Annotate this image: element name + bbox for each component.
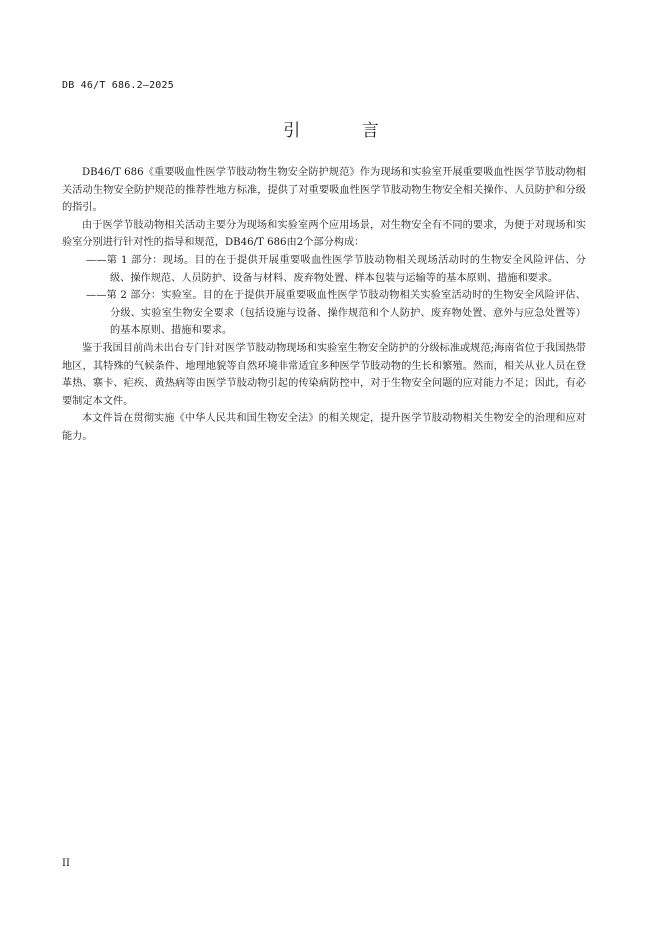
paragraph-purpose: 本文件旨在贯彻实施《中华人民共和国生物安全法》的相关规定，提升医学节肢动物相关生物安全的治理和应对能力。 — [62, 413, 586, 442]
paragraph-structure: 由于医学节肢动物相关活动主要分为现场和实验室两个应用场景，对生物安全有不同的要求，为便于对现场和实验室分别进行针对性的指导和规范，DB46/T 686由2个部分构成： — [62, 219, 586, 249]
document-number: DB 46/T 686.2—2025 — [62, 80, 174, 91]
paragraph-intro: DB46/T 686《重要吸血性医学节肢动物生物安全防护规范》作为现场和实验室开展重要吸血性医学节肢动物相关活动生物安全防护规范的推荐性地方标准，提供了对重要吸血性医学节肢动物生物安全相关操作、人员防护和分级的指引。 — [62, 167, 586, 214]
page-number: II — [62, 858, 70, 869]
list-item-part-2: ——第 2 部分：实验室。目的在于提供开展重要吸血性医学节肢动物相关实验室活动时的生物安全风险评估、分级、实验室生物安全要求（包括设施与设备、操作规范和个人防护、废弃物处置、意外与应急处置等）的基本原则、措施和要求。 — [86, 290, 586, 337]
introduction-body — [62, 164, 586, 446]
list-item-part-1: ——第 1 部分：现场。目的在于提供开展重要吸血性医学节肢动物相关现场活动时的生物安全风险评估、分级、操作规范、人员防护、设备与材料、废弃物处置、样本包装与运输等的基本原则、措施和要求。 — [86, 254, 586, 284]
paragraph-background: 鉴于我国目前尚未出台专门针对医学节肢动物现场和实验室生物安全防护的分级标准或规范;海南省位于我国热带地区，其特殊的气候条件、地理地貌等自然环境非常适宜多种医学节肢动物的生长和繁殖。然而，相关从业人员在登革热、寨卡、疟疾、黄热病等由医学节肢动物引起的传染病防控中，对于生物安全问题的应对能力不足；因此，有必要制定本文件。 — [62, 342, 586, 407]
page-title: 引 言 — [283, 121, 407, 141]
